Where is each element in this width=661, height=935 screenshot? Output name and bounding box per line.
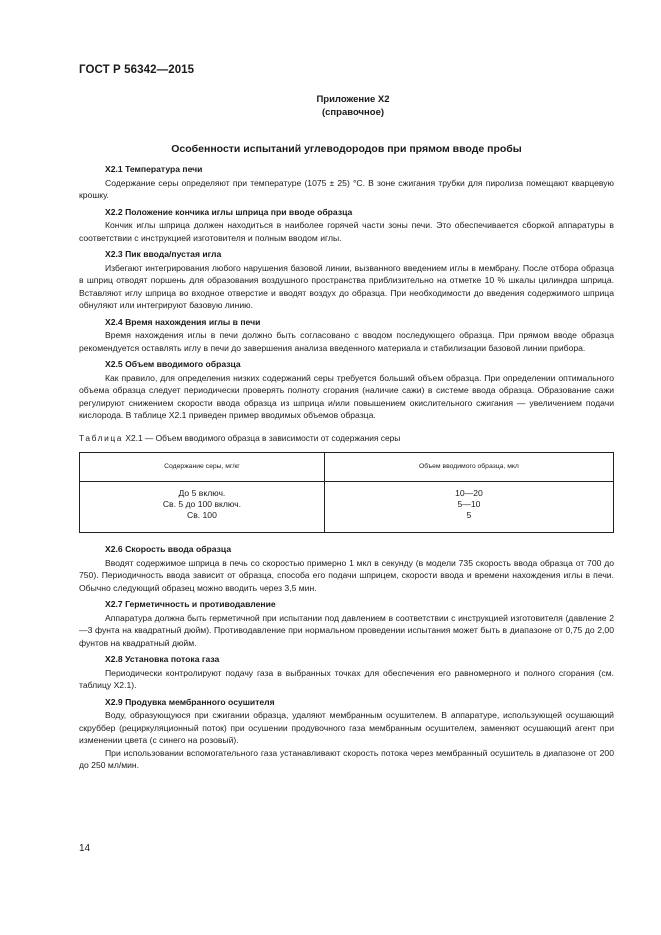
- section: [79, 653, 614, 692]
- section-heading: Х2.1 Температура печи: [105, 164, 203, 174]
- header-sulfur-content: Содержание серы, мг/кг: [80, 453, 325, 482]
- standard-number: ГОСТ Р 56342—2015: [79, 64, 195, 76]
- section-paragraph: Аппаратура должна быть герметичной при испытании под давлением в соответствии с инструкцией изготовителя (давление 2—3 фунта на квадратный дюйм). Противодавление при нормальном проведении испытания может быть в диапазоне от 0,75 до 2,00 фунтов на квадратный дюйм.: [79, 612, 614, 648]
- section: [79, 248, 614, 312]
- table-caption-text: Х2.1 — Объем вводимого образца в зависимости от содержания серы: [125, 432, 401, 443]
- section: [79, 696, 614, 772]
- sample-volume-cell: [324, 482, 613, 533]
- table-caption-word: Таблица: [79, 432, 124, 443]
- section-paragraph: Воду, образующуюся при сжигании образца, удаляют мембранным осушителем. В аппаратуре, использующей осушающий скруббер (рециркуляционный поток) при осушении продувочного газа мембранным осушителем, заменяют осушающий агент при изменении цвета (с синего на розовый).: [79, 710, 614, 745]
- section: [79, 598, 614, 649]
- sulfur-range: До 5 включ.: [178, 488, 226, 498]
- appendix-note: (справочное): [321, 107, 385, 118]
- sulfur-range: Св. 100: [186, 510, 217, 520]
- section-paragraph: Периодически контролируют подачу газа в выбранных точках для обеспечения его равномерного и полного сгорания (см. таблицу Х2.1).: [79, 667, 614, 690]
- section-paragraph: Вводят содержимое шприца в печь со скоростью примерно 1 мкл в секунду (в модели 735 скорость ввода образца от 700 до 750). Периодичность ввода зависит от образца, способа его подачи шприцем, скорости ввода и времени нахождения иглы в печи. Обычно следующий образец можно вводить через 3,5 мин.: [79, 557, 614, 593]
- sulfur-range: Св. 5 до 100 включ.: [162, 499, 242, 509]
- appendix-label: Приложение Х2: [316, 94, 390, 105]
- section-paragraph: Время нахождения иглы в печи должно быть согласовано с вводом последующего образца. При прямом вводе образца рекомендуется оставлять иглу в печи до завершения анализа введенного материала и стабилизации базовой линии прибора.: [79, 330, 614, 353]
- appendix-heading: [0, 93, 661, 119]
- section: [79, 206, 614, 245]
- section: [79, 163, 614, 202]
- section-heading: Х2.4 Время нахождения иглы в печи: [105, 316, 261, 327]
- section-heading: Х2.7 Герметичность и противодавление: [105, 599, 276, 609]
- table-row: [80, 482, 614, 533]
- section-paragraph: Как правило, для определения низких содержаний серы требуется больший объем образца. При определении оптимального объема образца следует периодически проверять полноту сгорания (наличие сажи) в системе ввода образца. Образование сажи регулируют снижением скорости ввода образца из шприца и/или повышением окислительного сжигания — увеличением подачи кислорода. В таблице Х2.1 приведен пример вводимых объемов образца.: [79, 372, 614, 420]
- section-heading: Х2.5 Объем вводимого образца: [105, 359, 241, 369]
- sample-volume-table: [79, 452, 614, 533]
- section-paragraph: Кончик иглы шприца должен находиться в наиболее горячей части зоны печи. Это обеспечивается сборкой аппаратуры в соответствии с инструкцией изготовителя и полным вводом иглы.: [79, 220, 614, 243]
- sulfur-content-cell: [80, 482, 325, 533]
- section-heading: Х2.3 Пик ввода/пустая игла: [105, 249, 222, 259]
- section-heading: Х2.8 Установка потока газа: [105, 654, 220, 664]
- header-sample-volume: Объем вводимого образца, мкл: [324, 453, 613, 482]
- volume-value: 10—20: [455, 488, 483, 498]
- appendix-title: Особенности испытаний углеводородов при прямом вводе пробы: [171, 143, 522, 155]
- section-heading: Х2.6 Скорость ввода образца: [105, 544, 232, 554]
- page-number: 14: [79, 843, 91, 854]
- section-paragraph: При использовании вспомогательного газа устанавливают скорость потока через мембранный осушитель в диапазоне от 200 до 250 мл/мин.: [79, 747, 614, 770]
- section-paragraph: Содержание серы определяют при температуре (1075 ± 25) °С. В зоне сжигания трубки для пиролиза помещают кварцевую крошку.: [79, 177, 614, 200]
- sections-after-table: [79, 543, 614, 772]
- document-body: [79, 163, 614, 776]
- table-header-row: [80, 453, 614, 482]
- section: [79, 358, 614, 422]
- section-heading: Х2.2 Положение кончика иглы шприца при вводе образца: [105, 206, 353, 217]
- volume-value: 5—10: [457, 499, 481, 509]
- volume-value: 5: [466, 510, 472, 520]
- section-paragraph: Избегают интегрирования любого нарушения базовой линии, вызванного введением иглы в мембрану. После отбора образца в шприц отводят поршень для образования воздушного пространства приблизительно на отметке 10 % шкалы цилиндра шприца. Вставляют иглу шприца во входное отверстие и вводят воздух до образца. При необходимости до введения содержимого шприца обнуляют или интегрируют базовую линию.: [79, 262, 614, 310]
- table-caption: [79, 432, 614, 445]
- sections-before-table: [79, 163, 614, 422]
- section: [79, 543, 614, 594]
- section: [79, 316, 614, 355]
- section-heading: Х2.9 Продувка мембранного осушителя: [105, 696, 275, 707]
